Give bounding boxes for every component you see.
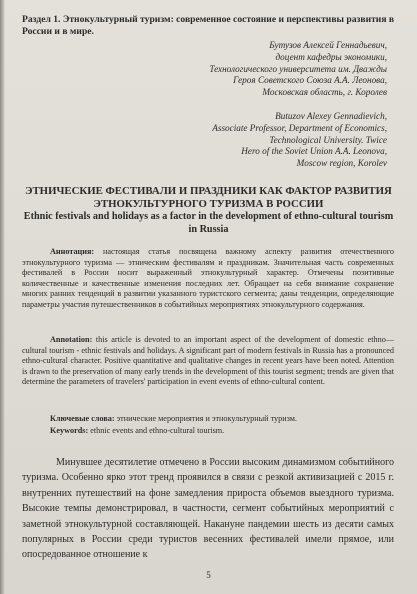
author-affiliation-line: Hero of the Soviet Union A.A. Leonova,: [241, 146, 387, 157]
author-block-ru: [47, 40, 387, 99]
keywords-text-ru: этнические мероприятия и этнокультурный туризм.: [116, 414, 297, 423]
author-affiliation-line: Moscow region, Korolev: [296, 158, 387, 169]
author-affiliation-line: Московская область, г. Королев: [262, 87, 387, 98]
author-affiliation-line: Technological University. Twice: [269, 134, 387, 145]
abstract-text-en: this article is devoted to an important aspect of the development of domestic ethno—cultural tourism - ethnic festivals and holidays. A significant part of modern festivals in Russia has a pronounced ethno-cultural character. Positive quantitative and qualitative changes in recent years have been noted. Attention is drawn to the preservation of many early trends in the development of this tourist segment; trends are given that determine the parameters of travelers' participation in event events of ethno-cultural content.: [22, 335, 395, 387]
author-block-en: [47, 111, 387, 170]
keywords-label-en: Keywords:: [50, 426, 89, 435]
author-affiliation-line: Associate Professor, Department of Economics,: [212, 122, 387, 133]
author-affiliation-line: Технологического университета им. Дважды: [209, 63, 387, 74]
keywords-label-ru: Ключевые слова:: [50, 414, 115, 423]
author-name-en: Butuzov Alexey Gennadievich,: [275, 111, 387, 121]
page-gutter-shadow: [0, 0, 5, 594]
article-title-ru: ЭТНИЧЕСКИЕ ФЕСТИВАЛИ И ПРАЗДНИКИ КАК ФАКТОР РАЗВИТИЯ ЭТНОКУЛЬТУРНОГО ТУРИЗМА В РОССИИ: [25, 185, 392, 210]
author-affiliation-line: Герoя Советского Союза А.А. Леонова,: [233, 75, 387, 86]
page-number: 5: [206, 570, 211, 580]
body-paragraph: Минувшее десятилетие отмечено в России высоким динамизмом событийного туризма. Особенно ярко этот тренд проявился в связи с резкой активизацией с 2015 г. внутренних путешествий на фоне замедления прироста объемов выездного туризма. Высокие темпы демонстрировал, в частности, сегмент событийных мероприятий с заметной этнокультурной составляющей. Накануне пандемии шесть из десяти самых популярных в России среди туристов весенних фестивалей имели прямое, или опосредованное отношение к: [22, 457, 394, 561]
keywords-ru: [22, 414, 394, 425]
section-heading: Раздел 1. Этнокультурный туризм: современное состояние и перспективы развития в России и в мире.: [22, 14, 395, 37]
abstract-en: [22, 335, 394, 388]
keywords-en: [22, 426, 394, 437]
abstract-label-en: Annotation:: [50, 335, 93, 344]
abstract-text-ru: настоящая статья посвящена важному аспекту развития отечественного этнокультурного туризма — этническим фестивалям и праздникам. Значительная часть современных фестивалей в России носит выраженный этнокультурный характер. Отмечены позитивные количественные и качественные изменения последних лет. Обращает на себя внимание сохранение многих ранних тенденций в развитии указанного туристского сегмента; даны тенденции, определяющие параметры участия путешественников в событийных мероприятиях этнокультурного содержания.: [22, 247, 395, 309]
article-title-en: Ethnic festivals and holidays as a factor in the development of ethno-cultural tourism in Russia: [23, 211, 394, 235]
keywords-text-en: ethnic events and ethno-cultural tourism.: [90, 426, 225, 435]
author-name-ru: Бутузов Алексей Геннадьевич,: [269, 40, 387, 50]
abstract-label-ru: Аннотация:: [50, 247, 95, 256]
author-affiliation-line: доцент кафедры экономики,: [275, 51, 387, 62]
abstract-ru: [22, 247, 394, 311]
